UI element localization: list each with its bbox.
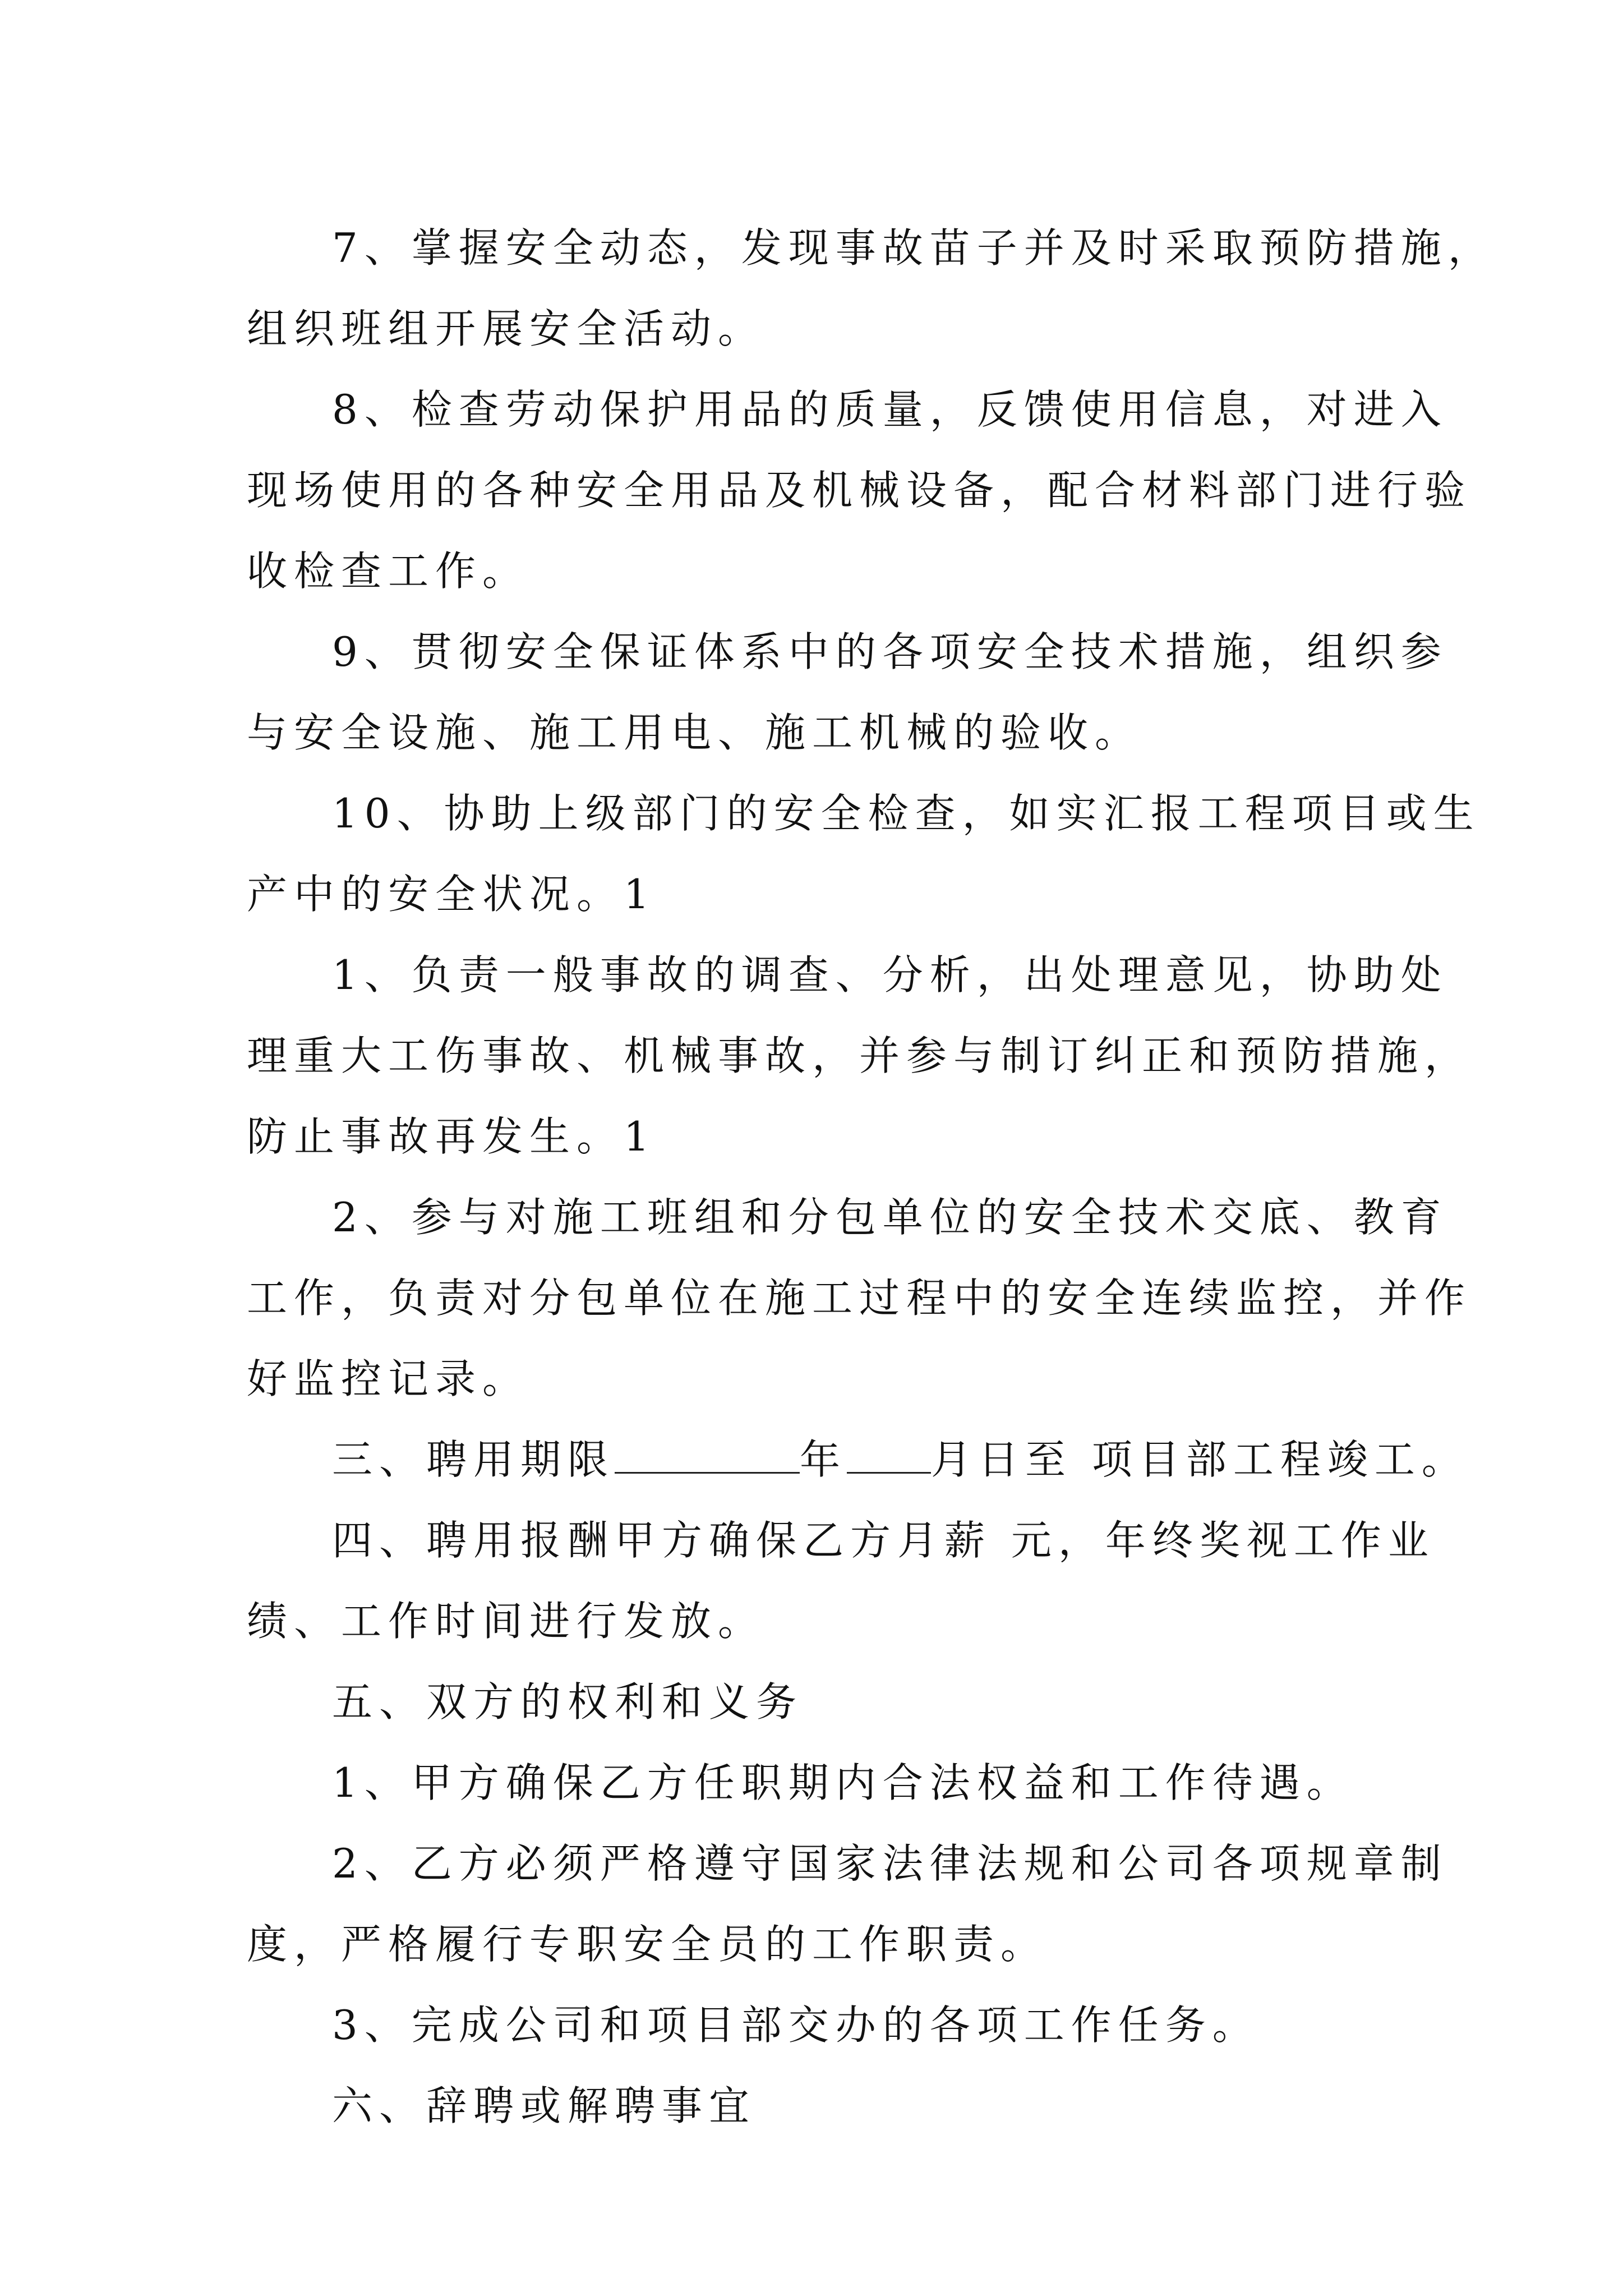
text-line: 9、贯彻安全保证体系中的各项安全技术措施，组织参 [332,628,1448,675]
term-section [247,1419,1469,1500]
text-line: 1、甲方确保乙方任职期内合法权益和工作待遇。 [332,1759,1354,1806]
rights-item-2 [247,1823,1448,1985]
paragraph-item-10 [247,773,1481,935]
text-line: 1、负责一般事故的调查、分析，出处理意见，协助处 [332,951,1448,999]
month-blank [847,1438,931,1474]
text-line: 10、协助上级部门的安全检查，如实汇报工程项目或生 [332,790,1481,837]
term-year-label: 年 [800,1436,847,1483]
text-line: 组织班组开展安全活动。 [247,305,766,352]
text-line: 3、完成公司和项目部交办的各项工作任务。 [332,2001,1260,2049]
text-line: 度，严格履行专职安全员的工作职责。 [247,1921,1048,1968]
text-line: 与安全设施、施工用电、施工机械的验收。 [247,709,1142,756]
year-blank [615,1438,800,1474]
document-body [247,208,1495,2146]
dismissal-heading [247,2065,1374,2146]
text-line: 工作，负责对分包单位在施工过程中的安全连续监控，并作 [247,1274,1472,1322]
rights-item-1 [247,1742,1374,1823]
remuneration-section [247,1500,1435,1662]
paragraph-item-8 [247,369,1472,611]
section-heading: 六、辞聘或解聘事宜 [332,2082,757,2129]
term-suffix: 月日至 项目部工程竣工。 [931,1436,1469,1483]
text-line: 防止事故再发生。1 [247,1113,656,1160]
term-line [247,1419,1469,1500]
text-line: 收检查工作。 [247,547,530,595]
text-line: 8、检查劳动保护用品的质量，反馈使用信息，对进入 [332,386,1448,433]
paragraph-item-9 [247,611,1448,773]
text-line: 7、掌握安全动态，发现事故苗子并及时采取预防措施， [332,224,1495,272]
text-line: 产中的安全状况。1 [247,871,656,918]
paragraph-item-7 [247,208,1495,369]
text-line: 绩、工作时间进行发放。 [247,1598,766,1645]
text-line: 四、聘用报酬甲方确保乙方月薪 元，年终奖视工作业 [332,1517,1435,1564]
paragraph-item-11 [247,935,1472,1177]
term-prefix: 三、聘用期限 [332,1436,615,1483]
section-heading: 五、双方的权利和义务 [332,1678,804,1726]
paragraph-item-12 [247,1177,1472,1419]
text-line: 2、参与对施工班组和分包单位的安全技术交底、教育 [332,1194,1448,1241]
text-line: 好监控记录。 [247,1355,530,1402]
text-line: 2、乙方必须严格遵守国家法律法规和公司各项规章制 [332,1840,1448,1887]
rights-item-3 [247,1985,1374,2065]
text-line: 理重大工伤事故、机械事故，并参与制订纠正和预防措施， [247,1032,1472,1079]
rights-heading [247,1662,1374,1742]
text-line: 现场使用的各种安全用品及机械设备，配合材料部门进行验 [247,467,1472,514]
